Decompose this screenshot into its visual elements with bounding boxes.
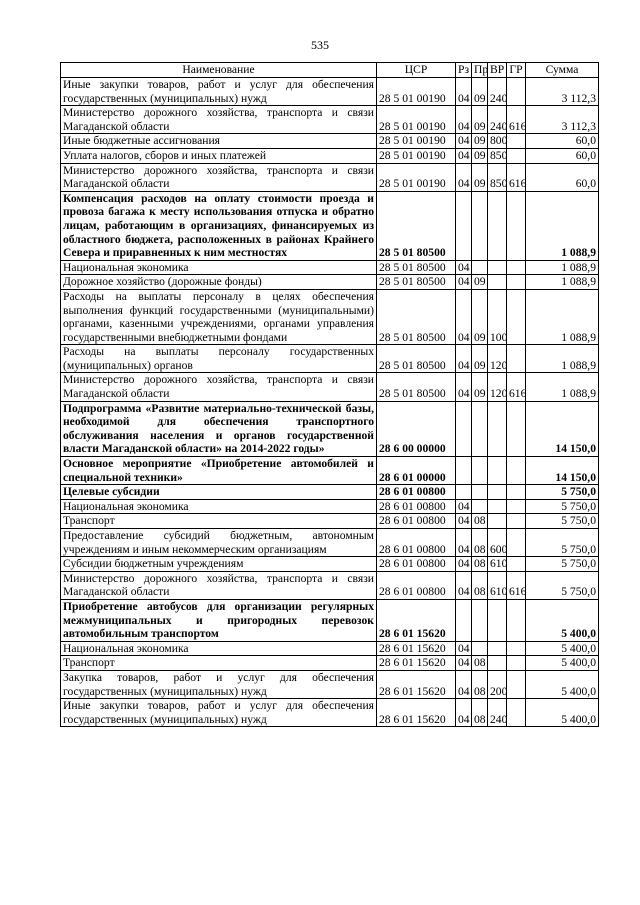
cell-gr bbox=[507, 557, 526, 572]
cell-vr: 800 bbox=[488, 134, 507, 149]
table-row bbox=[61, 514, 599, 529]
cell-name: Министерство дорожного хозяйства, транспорта и связи Магаданской области bbox=[61, 373, 377, 401]
cell-pr: 09 bbox=[472, 106, 488, 134]
cell-csr: 28 6 01 00800 bbox=[377, 514, 456, 529]
column-header-pr: Пр bbox=[472, 63, 488, 78]
cell-csr: 28 5 01 00190 bbox=[377, 106, 456, 134]
cell-gr bbox=[507, 485, 526, 500]
cell-csr: 28 5 01 80500 bbox=[377, 345, 456, 373]
cell-rz bbox=[456, 191, 472, 260]
cell-sum: 14 150,0 bbox=[526, 457, 599, 485]
table-row bbox=[61, 163, 599, 191]
cell-csr: 28 5 01 80500 bbox=[377, 289, 456, 344]
cell-rz: 04 bbox=[456, 571, 472, 599]
cell-name: Дорожное хозяйство (дорожные фонды) bbox=[61, 275, 377, 290]
column-header-vr: ВР bbox=[488, 63, 507, 78]
cell-pr bbox=[472, 641, 488, 656]
table-row bbox=[61, 699, 599, 727]
cell-sum: 5 750,0 bbox=[526, 529, 599, 557]
cell-pr: 09 bbox=[472, 163, 488, 191]
cell-pr: 09 bbox=[472, 373, 488, 401]
cell-name: Национальная экономика bbox=[61, 641, 377, 656]
cell-gr: 616 bbox=[507, 106, 526, 134]
table-row bbox=[61, 529, 599, 557]
cell-sum: 5 750,0 bbox=[526, 485, 599, 500]
table-row bbox=[61, 134, 599, 149]
column-header-sum: Сумма bbox=[526, 63, 599, 78]
cell-name: Предоставление субсидий бюджетным, автономным учреждениям и иным некоммерческим организациям bbox=[61, 529, 377, 557]
cell-pr: 09 bbox=[472, 148, 488, 163]
column-header-name: Наименование bbox=[61, 63, 377, 78]
cell-sum: 5 400,0 bbox=[526, 599, 599, 641]
cell-sum: 1 088,9 bbox=[526, 260, 599, 275]
table-row bbox=[61, 260, 599, 275]
cell-pr: 09 bbox=[472, 275, 488, 290]
cell-vr bbox=[488, 457, 507, 485]
cell-pr: 08 bbox=[472, 571, 488, 599]
cell-vr: 610 bbox=[488, 571, 507, 599]
cell-rz bbox=[456, 485, 472, 500]
table-row bbox=[61, 345, 599, 373]
cell-csr: 28 5 01 80500 bbox=[377, 260, 456, 275]
column-header-csr: ЦСР bbox=[377, 63, 456, 78]
cell-pr: 08 bbox=[472, 557, 488, 572]
cell-csr: 28 5 01 80500 bbox=[377, 373, 456, 401]
cell-name: Субсидии бюджетным учреждениям bbox=[61, 557, 377, 572]
cell-gr: 616 bbox=[507, 373, 526, 401]
cell-vr bbox=[488, 499, 507, 514]
cell-csr: 28 6 01 00800 bbox=[377, 485, 456, 500]
cell-vr: 600 bbox=[488, 529, 507, 557]
cell-rz: 04 bbox=[456, 260, 472, 275]
cell-name: Министерство дорожного хозяйства, транспорта и связи Магаданской области bbox=[61, 571, 377, 599]
table-row bbox=[61, 373, 599, 401]
cell-vr bbox=[488, 656, 507, 671]
cell-rz: 04 bbox=[456, 373, 472, 401]
cell-vr: 240 bbox=[488, 106, 507, 134]
cell-name: Иные бюджетные ассигнования bbox=[61, 134, 377, 149]
cell-vr bbox=[488, 260, 507, 275]
cell-vr bbox=[488, 514, 507, 529]
cell-name: Приобретение автобусов для организации регулярных межмуниципальных и пригородных перевозок автомобильным транспортом bbox=[61, 599, 377, 641]
cell-csr: 28 6 00 00000 bbox=[377, 401, 456, 456]
cell-vr bbox=[488, 275, 507, 290]
cell-vr: 610 bbox=[488, 557, 507, 572]
budget-table bbox=[60, 62, 599, 727]
cell-rz bbox=[456, 599, 472, 641]
table-row bbox=[61, 289, 599, 344]
cell-name: Закупка товаров, работ и услуг для обеспечения государственных (муниципальных) нужд bbox=[61, 670, 377, 698]
cell-csr: 28 5 01 00190 bbox=[377, 163, 456, 191]
cell-sum: 14 150,0 bbox=[526, 401, 599, 456]
cell-rz: 04 bbox=[456, 499, 472, 514]
cell-csr: 28 5 01 80500 bbox=[377, 191, 456, 260]
cell-rz bbox=[456, 457, 472, 485]
cell-vr: 850 bbox=[488, 148, 507, 163]
cell-pr: 08 bbox=[472, 699, 488, 727]
cell-pr: 09 bbox=[472, 78, 488, 106]
table-row bbox=[61, 78, 599, 106]
cell-name: Иные закупки товаров, работ и услуг для обеспечения государственных (муниципальных) нужд bbox=[61, 78, 377, 106]
cell-name: Компенсация расходов на оплату стоимости проезда и провоза багажа к месту использования отпуска и обратно лицам, работающим в организациях, финансируемых из областного бюджета, расположенных в районах Крайнего Севера и приравненных к ним местностях bbox=[61, 191, 377, 260]
cell-rz: 04 bbox=[456, 345, 472, 373]
table-row bbox=[61, 191, 599, 260]
cell-csr: 28 6 01 15620 bbox=[377, 699, 456, 727]
table-row bbox=[61, 148, 599, 163]
cell-sum: 1 088,9 bbox=[526, 275, 599, 290]
cell-vr bbox=[488, 485, 507, 500]
cell-sum: 5 400,0 bbox=[526, 670, 599, 698]
cell-sum: 1 088,9 bbox=[526, 345, 599, 373]
cell-name: Основное мероприятие «Приобретение автомобилей и специальной техники» bbox=[61, 457, 377, 485]
cell-gr bbox=[507, 514, 526, 529]
cell-gr bbox=[507, 289, 526, 344]
cell-rz: 04 bbox=[456, 134, 472, 149]
cell-gr: 616 bbox=[507, 571, 526, 599]
cell-name: Подпрограмма «Развитие материально-технической базы, необходимой для обеспечения транспортного обслуживания населения и органов государственной власти Магаданской области» на 2014-2022 годы» bbox=[61, 401, 377, 456]
cell-sum: 5 400,0 bbox=[526, 699, 599, 727]
cell-gr: 616 bbox=[507, 163, 526, 191]
table-row bbox=[61, 275, 599, 290]
cell-pr bbox=[472, 191, 488, 260]
cell-vr bbox=[488, 641, 507, 656]
cell-csr: 28 5 01 00190 bbox=[377, 134, 456, 149]
cell-sum: 1 088,9 bbox=[526, 289, 599, 344]
cell-name: Министерство дорожного хозяйства, транспорта и связи Магаданской области bbox=[61, 163, 377, 191]
cell-name: Транспорт bbox=[61, 514, 377, 529]
cell-name: Уплата налогов, сборов и иных платежей bbox=[61, 148, 377, 163]
cell-gr bbox=[507, 275, 526, 290]
cell-rz bbox=[456, 401, 472, 456]
cell-gr bbox=[507, 670, 526, 698]
cell-rz: 04 bbox=[456, 557, 472, 572]
cell-rz: 04 bbox=[456, 656, 472, 671]
cell-name: Расходы на выплаты персоналу государственных (муниципальных) органов bbox=[61, 345, 377, 373]
table-row bbox=[61, 401, 599, 456]
page-number: 535 bbox=[311, 38, 329, 52]
cell-gr bbox=[507, 529, 526, 557]
cell-csr: 28 6 01 00800 bbox=[377, 529, 456, 557]
table-row bbox=[61, 106, 599, 134]
cell-csr: 28 5 01 00190 bbox=[377, 78, 456, 106]
cell-name: Транспорт bbox=[61, 656, 377, 671]
table-header-row bbox=[61, 63, 599, 78]
cell-pr bbox=[472, 457, 488, 485]
cell-csr: 28 6 01 15620 bbox=[377, 599, 456, 641]
cell-pr bbox=[472, 499, 488, 514]
table-row bbox=[61, 557, 599, 572]
cell-gr bbox=[507, 457, 526, 485]
cell-sum: 3 112,3 bbox=[526, 106, 599, 134]
cell-pr: 08 bbox=[472, 529, 488, 557]
cell-csr: 28 5 01 00190 bbox=[377, 148, 456, 163]
cell-gr bbox=[507, 260, 526, 275]
cell-vr: 120 bbox=[488, 373, 507, 401]
cell-gr bbox=[507, 656, 526, 671]
table-row bbox=[61, 641, 599, 656]
cell-vr: 100 bbox=[488, 289, 507, 344]
cell-csr: 28 6 01 00800 bbox=[377, 571, 456, 599]
cell-pr: 09 bbox=[472, 345, 488, 373]
cell-rz: 04 bbox=[456, 289, 472, 344]
cell-rz: 04 bbox=[456, 78, 472, 106]
cell-csr: 28 6 01 15620 bbox=[377, 641, 456, 656]
cell-gr bbox=[507, 191, 526, 260]
table-row bbox=[61, 457, 599, 485]
cell-sum: 5 750,0 bbox=[526, 499, 599, 514]
cell-rz: 04 bbox=[456, 163, 472, 191]
cell-csr: 28 6 01 15620 bbox=[377, 656, 456, 671]
cell-pr: 09 bbox=[472, 289, 488, 344]
cell-pr bbox=[472, 599, 488, 641]
cell-vr: 200 bbox=[488, 670, 507, 698]
cell-name: Целевые субсидии bbox=[61, 485, 377, 500]
cell-vr: 240 bbox=[488, 699, 507, 727]
cell-sum: 5 750,0 bbox=[526, 514, 599, 529]
cell-vr bbox=[488, 599, 507, 641]
cell-gr bbox=[507, 499, 526, 514]
cell-rz: 04 bbox=[456, 641, 472, 656]
cell-gr bbox=[507, 148, 526, 163]
cell-name: Национальная экономика bbox=[61, 260, 377, 275]
cell-vr: 240 bbox=[488, 78, 507, 106]
cell-vr: 120 bbox=[488, 345, 507, 373]
cell-pr: 08 bbox=[472, 670, 488, 698]
cell-sum: 5 400,0 bbox=[526, 641, 599, 656]
cell-rz: 04 bbox=[456, 514, 472, 529]
table-row bbox=[61, 670, 599, 698]
cell-vr bbox=[488, 191, 507, 260]
cell-csr: 28 6 01 00000 bbox=[377, 457, 456, 485]
cell-gr bbox=[507, 599, 526, 641]
cell-sum: 60,0 bbox=[526, 163, 599, 191]
table-row bbox=[61, 656, 599, 671]
cell-rz: 04 bbox=[456, 148, 472, 163]
cell-pr: 08 bbox=[472, 656, 488, 671]
cell-gr bbox=[507, 401, 526, 456]
cell-name: Расходы на выплаты персоналу в целях обеспечения выполнения функций государственными (муниципальными) органами, казенными учреждениями, органами управления государственными внебюджетными фондами bbox=[61, 289, 377, 344]
cell-pr: 09 bbox=[472, 134, 488, 149]
cell-pr bbox=[472, 485, 488, 500]
table-row bbox=[61, 599, 599, 641]
cell-csr: 28 5 01 80500 bbox=[377, 275, 456, 290]
cell-name: Иные закупки товаров, работ и услуг для обеспечения государственных (муниципальных) нужд bbox=[61, 699, 377, 727]
cell-csr: 28 6 01 00800 bbox=[377, 557, 456, 572]
cell-rz: 04 bbox=[456, 529, 472, 557]
cell-pr: 08 bbox=[472, 514, 488, 529]
cell-sum: 1 088,9 bbox=[526, 191, 599, 260]
column-header-rz: Рз bbox=[456, 63, 472, 78]
table-row bbox=[61, 571, 599, 599]
cell-gr bbox=[507, 345, 526, 373]
cell-gr bbox=[507, 641, 526, 656]
cell-gr bbox=[507, 699, 526, 727]
cell-sum: 60,0 bbox=[526, 148, 599, 163]
cell-vr: 850 bbox=[488, 163, 507, 191]
cell-name: Национальная экономика bbox=[61, 499, 377, 514]
cell-csr: 28 6 01 00800 bbox=[377, 499, 456, 514]
cell-sum: 1 088,9 bbox=[526, 373, 599, 401]
column-header-gr: ГР bbox=[507, 63, 526, 78]
cell-sum: 5 750,0 bbox=[526, 571, 599, 599]
cell-sum: 5 750,0 bbox=[526, 557, 599, 572]
table-row bbox=[61, 499, 599, 514]
cell-rz: 04 bbox=[456, 699, 472, 727]
cell-rz: 04 bbox=[456, 106, 472, 134]
cell-rz: 04 bbox=[456, 275, 472, 290]
table-row bbox=[61, 485, 599, 500]
cell-gr bbox=[507, 134, 526, 149]
cell-sum: 3 112,3 bbox=[526, 78, 599, 106]
cell-csr: 28 6 01 15620 bbox=[377, 670, 456, 698]
cell-pr bbox=[472, 260, 488, 275]
cell-sum: 5 400,0 bbox=[526, 656, 599, 671]
cell-sum: 60,0 bbox=[526, 134, 599, 149]
cell-rz: 04 bbox=[456, 670, 472, 698]
cell-name: Министерство дорожного хозяйства, транспорта и связи Магаданской области bbox=[61, 106, 377, 134]
cell-pr bbox=[472, 401, 488, 456]
cell-vr bbox=[488, 401, 507, 456]
cell-gr bbox=[507, 78, 526, 106]
